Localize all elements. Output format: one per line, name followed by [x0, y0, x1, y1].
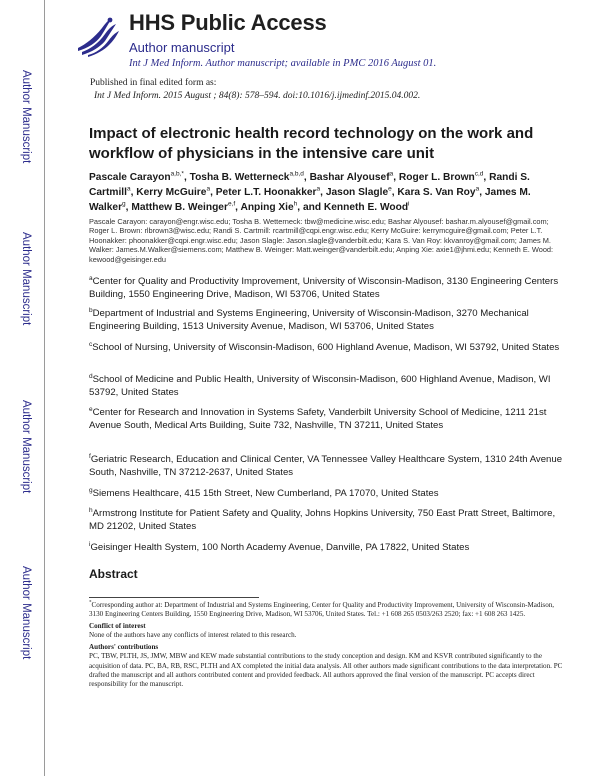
authors-contributions-text: PC, TBW, PLTH, JS, JMW, MBW and KEW made substantial contributions to the study conception and design. KM and KSVR contributed significantly to the acquisition of data. PC, BA, RB, RSC, PLTH and AX completed the initial data analysis. All other authors made significant contributions to the data interpretation. PC drafted the manuscript and all authors contributed content and provided feedback. All authors approved the final version of the manuscript. PC accepts direct responsibility for the manuscript. [89, 652, 563, 688]
hhs-public-access-title: HHS Public Access [129, 10, 327, 35]
affiliation-mark: b [89, 306, 93, 314]
corresponding-mark: * [89, 600, 92, 606]
author-affiliation-mark: e,f [227, 200, 236, 208]
author-affiliation-mark: c,d [474, 170, 484, 178]
sidebar-label-author-manuscript-3: Author Manuscript [20, 400, 32, 494]
author-affiliation-mark: a [206, 185, 211, 193]
author-affiliation-mark: a,b,d [289, 170, 304, 178]
author-affiliation-mark: h [293, 200, 298, 208]
affiliation-mark: f [89, 452, 91, 460]
abstract-heading: Abstract [89, 567, 138, 581]
footnotes [89, 601, 567, 689]
article-title: Impact of electronic health record technology on the work and workflow of physicians in the intensive care unit [89, 125, 534, 162]
affiliation-h [89, 507, 563, 534]
author-affiliation-mark: a [475, 185, 480, 193]
author-name: Jason Slagle [325, 187, 389, 198]
author-name: Tosha B. Wetterneck [189, 172, 290, 183]
author-name: Roger L. Brown [398, 172, 475, 183]
authors-contributions-heading: Authors' contributions [89, 643, 159, 652]
author-affiliation-mark: a [389, 170, 394, 178]
affiliation-mark: g [89, 486, 93, 494]
journal-availability-text: Int J Med Inform. Author manuscript; available in PMC 2016 August 01. [129, 58, 437, 69]
affiliation-text: Siemens Healthcare, 415 15th Street, New Cumberland, PA 17070, United States [92, 488, 439, 499]
conflict-of-interest-text: None of the authors have any conflicts of interest related to this research. [89, 631, 297, 640]
author-name: Kara S. Van Roy [397, 187, 476, 198]
author-affiliation-mark: a [126, 185, 131, 193]
author-name: Peter L.T. Hoonakker [215, 187, 317, 198]
sidebar-divider [44, 0, 45, 776]
affiliation-text: Geisinger Health System, 100 North Academy Avenue, Danville, PA 17822, United States [90, 542, 470, 553]
author-manuscript-label: Author manuscript [129, 40, 235, 55]
author-list: Pascale Carayon$^{a,b,*}$, Tosha B. Wetterneck$^{a,b,d}$, Bashar Alyousef$^a$, Roger L. Brown$^{c,d}$, Randi S. Cartmill$^a$, Kerry McGuire$^a$, Peter L.T. Hoonakker$^a$, Jason Slagle$^e$, Kara S. Van Roy$^a$, James M. Walker$^g$, Matthew B. Weinger$^{e,f}$, Anping Xie$^h$, and Kenneth E. Wood$^i$ [89, 170, 531, 213]
published-label: Published in final edited form as: [90, 78, 217, 88]
citation: Int J Med Inform. 2015 August ; 84(8): 578–594. doi:10.1016/j.ijmedinf.2015.04.002. [94, 90, 421, 101]
affiliation-text: School of Nursing, University of Wisconsin-Madison, 600 Highland Avenue, Madison, WI 53792, United States [92, 342, 560, 353]
affiliation-b [89, 307, 563, 334]
affiliation-text: Center for Research and Innovation in Systems Safety, Vanderbilt University School of Medicine, 1211 21st Avenue South, Medical Arts Building, Suite 732, Nashville, TN 37211, United States [89, 407, 547, 432]
affiliation-g [89, 487, 563, 500]
affiliation-text: Geriatric Research, Education and Clinical Center, VA Tennessee Valley Healthcare System, 1310 24th Avenue South, Nashville, TN 37212-2637, United States [89, 454, 563, 479]
author-affiliation-mark: a,b,* [170, 170, 184, 178]
conflict-of-interest-heading: Conflict of interest [89, 622, 146, 631]
author-name: Kerry McGuire [136, 187, 207, 198]
author-name: James M. Walker [89, 187, 531, 213]
affiliation-mark: e [89, 405, 93, 413]
affiliation-mark: d [89, 372, 93, 380]
affiliation-a [89, 275, 563, 302]
sidebar-label-author-manuscript-2: Author Manuscript [20, 232, 32, 326]
affiliation-d [89, 373, 563, 400]
author-name: Randi S. Cartmill [89, 172, 530, 198]
sidebar-label-author-manuscript-1: Author Manuscript [20, 70, 32, 164]
affiliation-mark: i [89, 540, 91, 548]
affiliation-mark: h [89, 506, 93, 514]
author-emails: Pascale Carayon: carayon@engr.wisc.edu; Tosha B. Wetterneck: tbw@medicine.wisc.edu; Bashar Alyousef: bashar.m.alyousef@gmail.com; Roger L. Brown: rlbrown3@wisc.edu; Randi S. Cartmill: rcartmill@cqpi.engr.wisc.edu; Kerry McGuire: kerrymcguire@gmail.com; Peter L.T. Hoonakker: phoonakker@cqpi.engr.wisc.edu; Jason Slagle: Jason.slagle@vanderbilt.edu; Kara S. Van Roy: kkvanroy@gmail.com; James M. Walker: James.M.Walker@siemens.com; Matthew B. Weinger: Matt.weinger@vanderbilt.edu; Anping Xie: axie1@jhmi.edu; Kenneth E. Wood: kewood@geisinger.edu [89, 217, 554, 264]
corresponding-author-note [89, 601, 567, 619]
affiliation-mark: a [89, 274, 93, 282]
hhs-eagle-logo-icon [72, 14, 122, 58]
affiliation-text: Armstrong Institute for Patient Safety and Quality, Johns Hopkins University, 750 East Pratt Street, Baltimore, MD 21202, United States [89, 508, 556, 533]
affiliation-text: School of Medicine and Public Health, University of Wisconsin-Madison, 600 Highland Avenue, Madison, WI 53792, United States [89, 374, 551, 399]
author-name: Kenneth E. Wood [323, 202, 409, 213]
author-name: Anping Xie [240, 202, 294, 213]
author-affiliation-mark: e [388, 185, 392, 193]
author-name: Pascale Carayon [89, 172, 171, 183]
author-name: Matthew B. Weinger [131, 202, 228, 213]
author-affiliation-mark: i [408, 200, 410, 208]
affiliation-e [89, 406, 563, 433]
affiliation-f [89, 453, 563, 480]
affiliation-text: Department of Industrial and Systems Engineering, University of Wisconsin-Madison, 3270 Mechanical Engineering Building, 1513 University Avenue, Madison, WI 53706, United States [89, 308, 529, 333]
author-affiliation-mark: a [316, 185, 321, 193]
affiliation-mark: c [89, 340, 93, 348]
corresponding-text: Corresponding author at: Department of Industrial and Systems Engineering, Center for Quality and Productivity Improvement, University of Wisconsin-Madison, 3130 Engineering Centers Building, 1550 Engineering Drive, Madison, WI 53706, United States. Tel.: +1 608 265 0503/263 2520; fax: +1 608 263 1425. [89, 601, 555, 619]
footnote-rule [89, 597, 259, 598]
affiliation-i [89, 541, 563, 554]
sidebar-label-author-manuscript-4: Author Manuscript [20, 566, 32, 660]
journal-availability-line [129, 57, 436, 69]
author-name: Bashar Alyousef [309, 172, 390, 183]
author-affiliation-mark: g [122, 200, 126, 208]
publication-info [90, 77, 420, 102]
affiliation-c [89, 341, 563, 354]
affiliation-text: Center for Quality and Productivity Improvement, University of Wisconsin-Madison, 3130 Engineering Centers Building, 1550 Engineering Drive, Madison, WI 53706, United States [89, 276, 559, 301]
